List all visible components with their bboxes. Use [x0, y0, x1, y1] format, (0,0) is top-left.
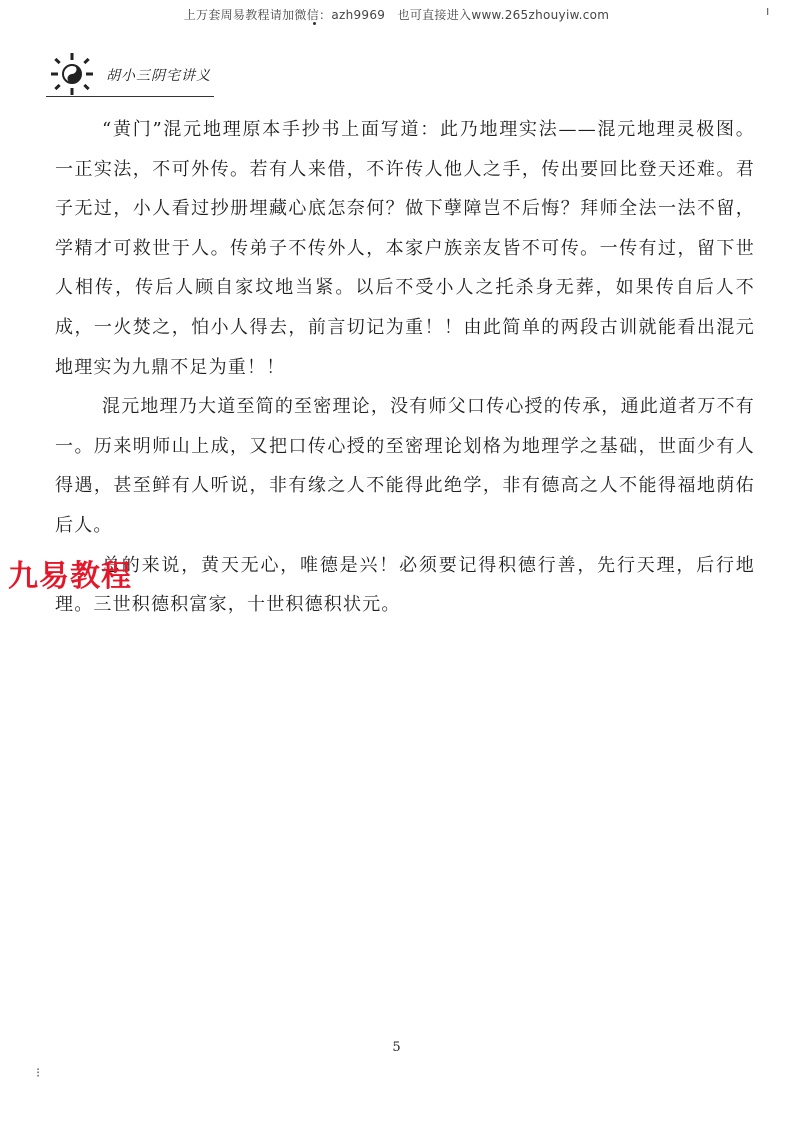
edge-mark: ⁝ [36, 1066, 41, 1081]
watermark: 九易教程 [8, 559, 132, 594]
banner-dot [313, 22, 316, 25]
header-rule [46, 96, 214, 97]
top-banner: 上万套周易教程请加微信：azh9969 也可直接进入www.265zhouyiw.com [183, 8, 610, 22]
paragraph-2: 混元地理乃大道至简的至密理论，没有师父口传心授的传承，通此道者万不有一。历来明师山上成，又把口传心授的至密理论划格为地理学之基础，世面少有人得遇，甚至鲜有人听说，非有缘之人不能得此绝学，非有德高之人不能得福地荫佑后人。 [55, 396, 755, 536]
corner-mark: ı [766, 4, 770, 18]
paragraph-1: “黄门”混元地理原本手抄书上面写道：此乃地理实法——混元地理灵极图。一正实法，不可外传。若有人来借，不许传人他人之手，传出要回比登天还难。君子无过，小人看过抄册埋藏心底怎奈何？做下孽障岂不后悔？拜师全法一法不留，学精才可救世于人。传弟子不传外人，本家户族亲友皆不可传。一传有过，留下世人相传，传后人顾自家坟地当紧。以后不受小人之托杀身无葬，如果传自后人不成，一火焚之，怕小人得去，前言切记为重！！由此简单的两段古训就能看出混元地理实为九鼎不足为重！！ [55, 119, 755, 378]
running-header [44, 50, 219, 106]
body-text [55, 110, 755, 625]
header-title: 胡小三阴宅讲义 [106, 68, 211, 84]
page-number: 5 [392, 1040, 401, 1055]
paragraph-3: 总的来说，黄天无心，唯德是兴！必须要记得积德行善，先行天理，后行地理。三世积德积富家，十世积德积状元。 [55, 554, 755, 616]
taiji-sun-logo-icon [44, 50, 100, 100]
